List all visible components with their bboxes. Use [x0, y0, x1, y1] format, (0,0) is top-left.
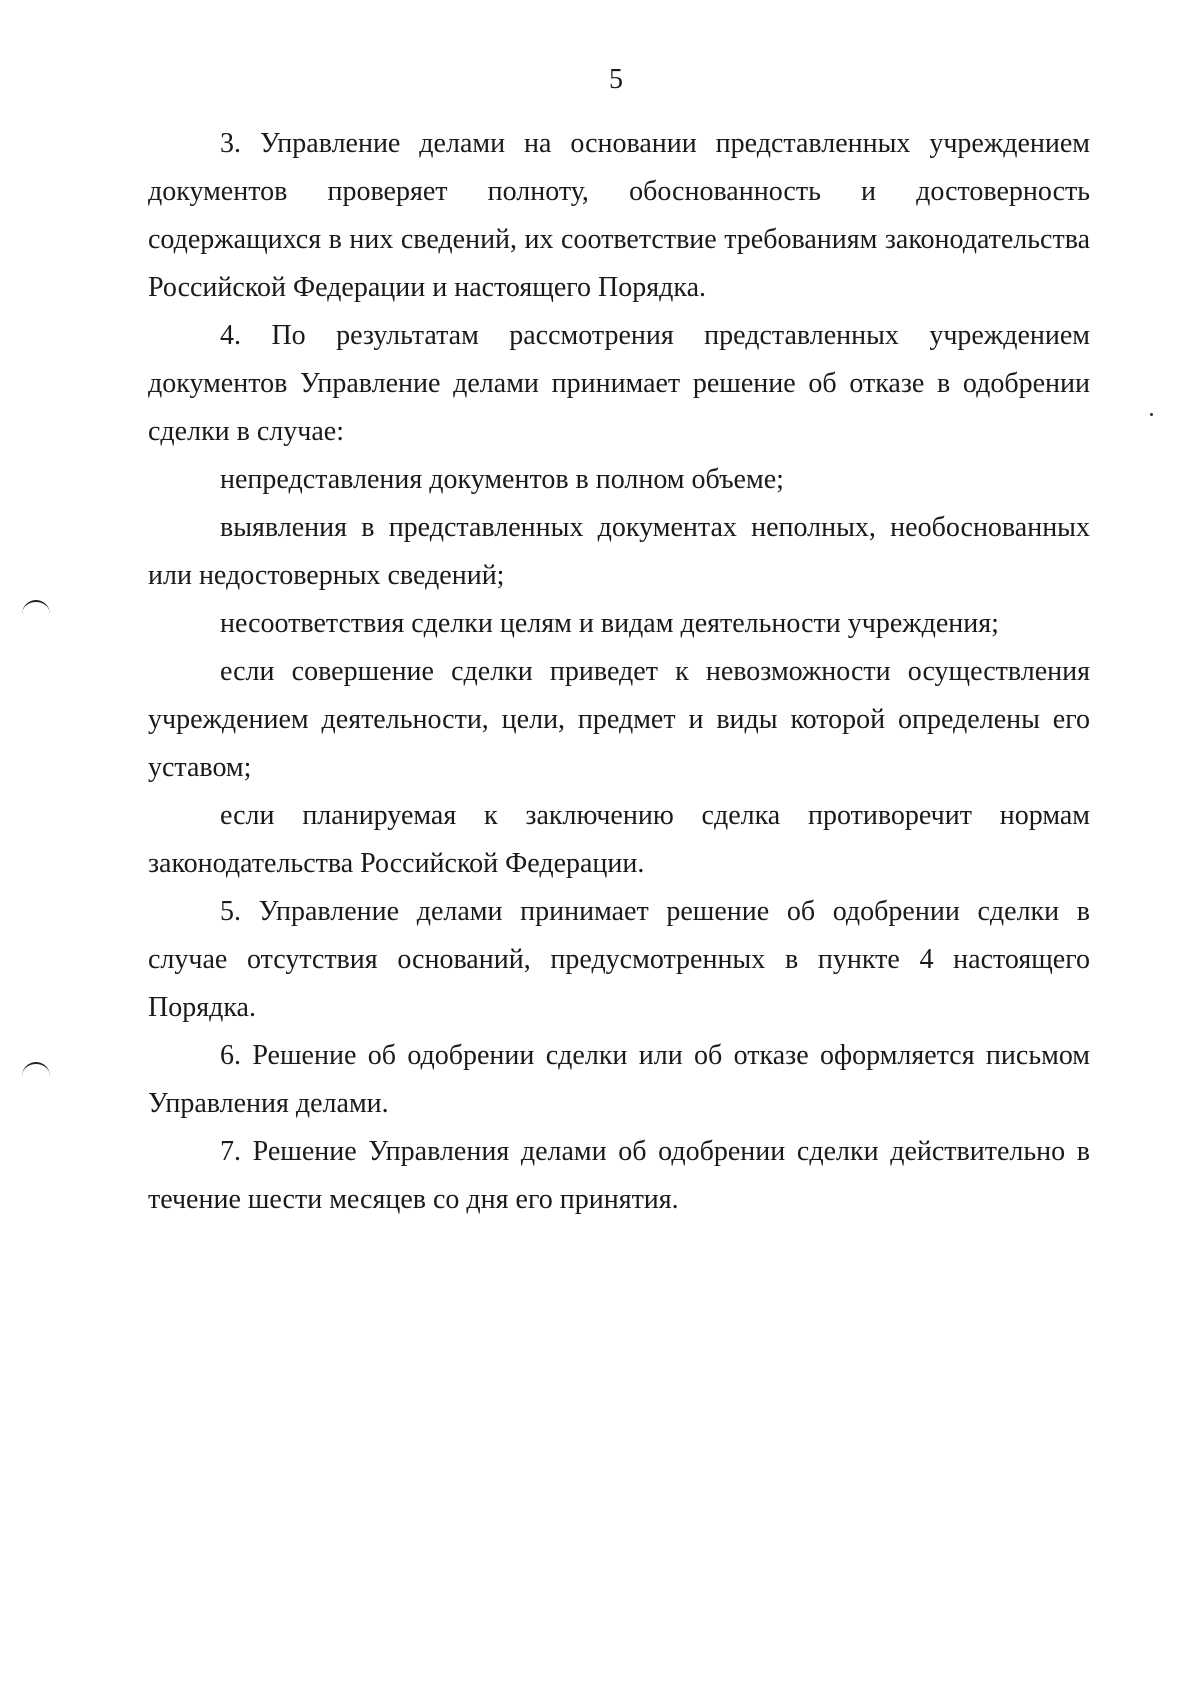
page-number: 5	[609, 64, 623, 95]
paragraph-item-3: 3. Управление делами на основании представленных учреждением документов проверяет полноту, обоснованность и достоверность содержащихся в них сведений, их соответствие требованиям законодательства Российской Федерации и настоящего Порядка.	[148, 128, 1090, 303]
paragraph-item-7: 7. Решение Управления делами об одобрении сделки действительно в течение шести месяцев со дня его принятия.	[148, 1136, 1090, 1215]
paragraph-item-4: 4. По результатам рассмотрения представленных учреждением документов Управление делами принимает решение об отказе в одобрении сделки в случае:	[148, 320, 1090, 447]
list-item-incomplete-documents: непредставления документов в полном объеме;	[220, 464, 784, 495]
paragraph-item-6: 6. Решение об одобрении сделки или об отказе оформляется письмом Управления делами.	[148, 1040, 1090, 1119]
list-item-mismatch-goals: несоответствия сделки целям и видам деятельности учреждения;	[220, 608, 999, 639]
binding-hole-mark	[22, 600, 50, 614]
binding-hole-mark	[22, 1062, 50, 1076]
list-item-unreliable-information: выявления в представленных документах неполных, необоснованных или недостоверных сведений;	[148, 512, 1090, 591]
list-item-impossibility-of-activity: если совершение сделки приведет к невозможности осуществления учреждением деятельности, цели, предмет и виды которой определены его уставом;	[148, 656, 1090, 783]
paragraph-item-5: 5. Управление делами принимает решение об одобрении сделки в случае отсутствия оснований, предусмотренных в пункте 4 настоящего Порядка.	[148, 896, 1090, 1023]
scan-speck	[1150, 413, 1153, 416]
document-body	[148, 120, 1090, 1224]
list-item-contradicts-law: если планируемая к заключению сделка противоречит нормам законодательства Российской Федерации.	[148, 800, 1090, 879]
